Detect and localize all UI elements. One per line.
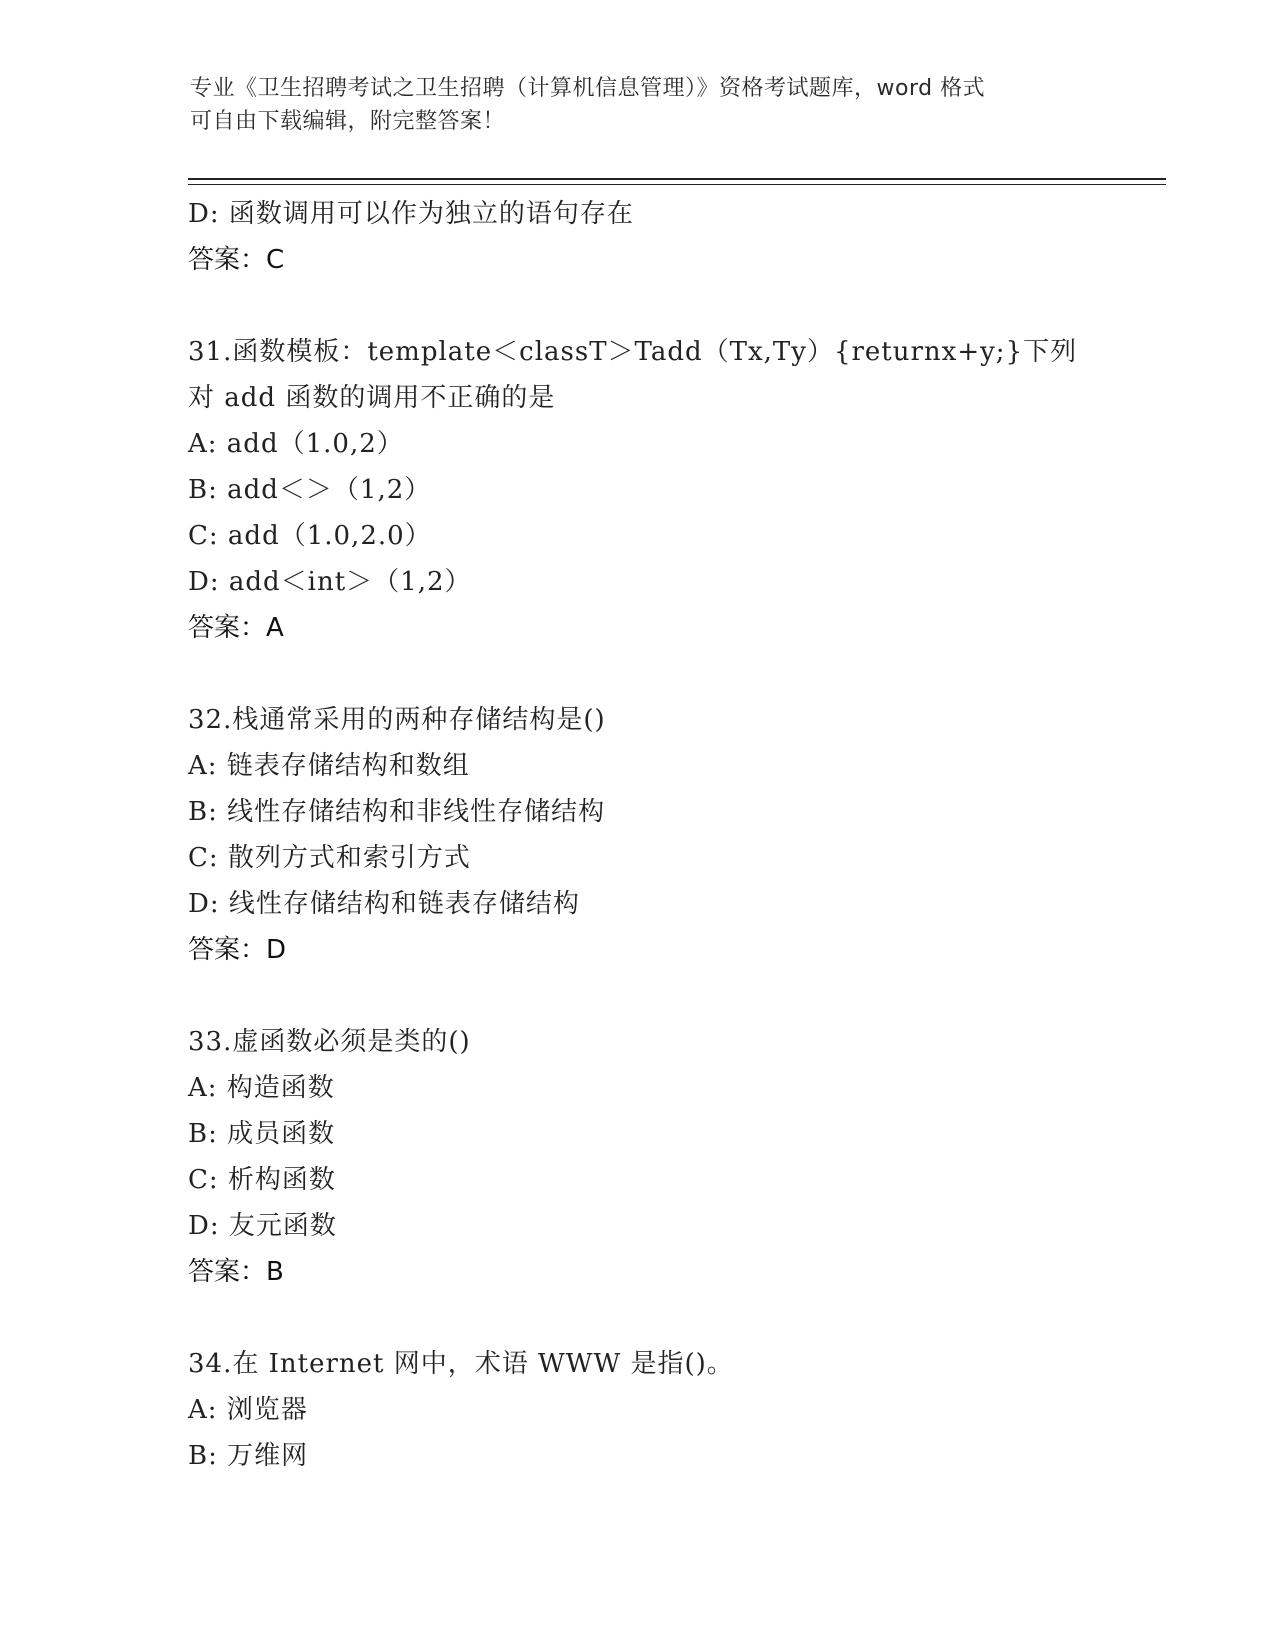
header-rule-thick bbox=[188, 178, 1166, 180]
document-header bbox=[190, 72, 1090, 138]
option-c: C: 散列方式和索引方式 bbox=[188, 843, 471, 873]
question-stem-line: 34.在 Internet 网中，术语 WWW 是指()。 bbox=[188, 1349, 734, 1379]
option-b: B: add＜＞（1,2） bbox=[188, 475, 432, 505]
header-rule-thin bbox=[188, 184, 1166, 185]
option-a: A: add（1.0,2） bbox=[188, 429, 404, 459]
option-b: B: 线性存储结构和非线性存储结构 bbox=[188, 797, 606, 827]
option-b: B: 万维网 bbox=[188, 1441, 309, 1471]
question-31 bbox=[188, 329, 1088, 651]
answer: 答案：A bbox=[188, 613, 284, 643]
question-32 bbox=[188, 697, 1088, 973]
option-b: B: 成员函数 bbox=[188, 1119, 336, 1149]
question-34 bbox=[188, 1341, 1088, 1479]
question-stem-line: 33.虚函数必须是类的() bbox=[188, 1027, 471, 1057]
document-body bbox=[188, 191, 1088, 1479]
spacer bbox=[188, 973, 1088, 1019]
option-d: D: add＜int＞（1,2） bbox=[188, 567, 472, 597]
spacer bbox=[188, 651, 1088, 697]
option-d-previous: D: 函数调用可以作为独立的语句存在 bbox=[188, 199, 634, 229]
header-line-1: 专业《卫生招聘考试之卫生招聘（计算机信息管理）》资格考试题库，word 格式 bbox=[190, 76, 986, 101]
option-d: D: 友元函数 bbox=[188, 1211, 337, 1241]
option-a: A: 构造函数 bbox=[188, 1073, 335, 1103]
question-stem-line: 31.函数模板：template＜classT＞Tadd（Tx,Ty）{returnx+y;}下列 bbox=[188, 337, 1078, 367]
option-a: A: 浏览器 bbox=[188, 1395, 308, 1425]
question-33 bbox=[188, 1019, 1088, 1295]
option-c: C: 析构函数 bbox=[188, 1165, 336, 1195]
spacer bbox=[188, 283, 1088, 329]
question-stem-line: 32.栈通常采用的两种存储结构是() bbox=[188, 705, 606, 735]
option-d: D: 线性存储结构和链表存储结构 bbox=[188, 889, 580, 919]
question-stem-line: 对 add 函数的调用不正确的是 bbox=[188, 383, 556, 413]
answer: 答案：B bbox=[188, 1257, 284, 1287]
answer-previous: 答案：C bbox=[188, 245, 285, 275]
answer: 答案：D bbox=[188, 935, 287, 965]
spacer bbox=[188, 1295, 1088, 1341]
option-a: A: 链表存储结构和数组 bbox=[188, 751, 470, 781]
option-c: C: add（1.0,2.0） bbox=[188, 521, 432, 551]
header-line-2: 可自由下载编辑，附完整答案！ bbox=[190, 109, 506, 134]
